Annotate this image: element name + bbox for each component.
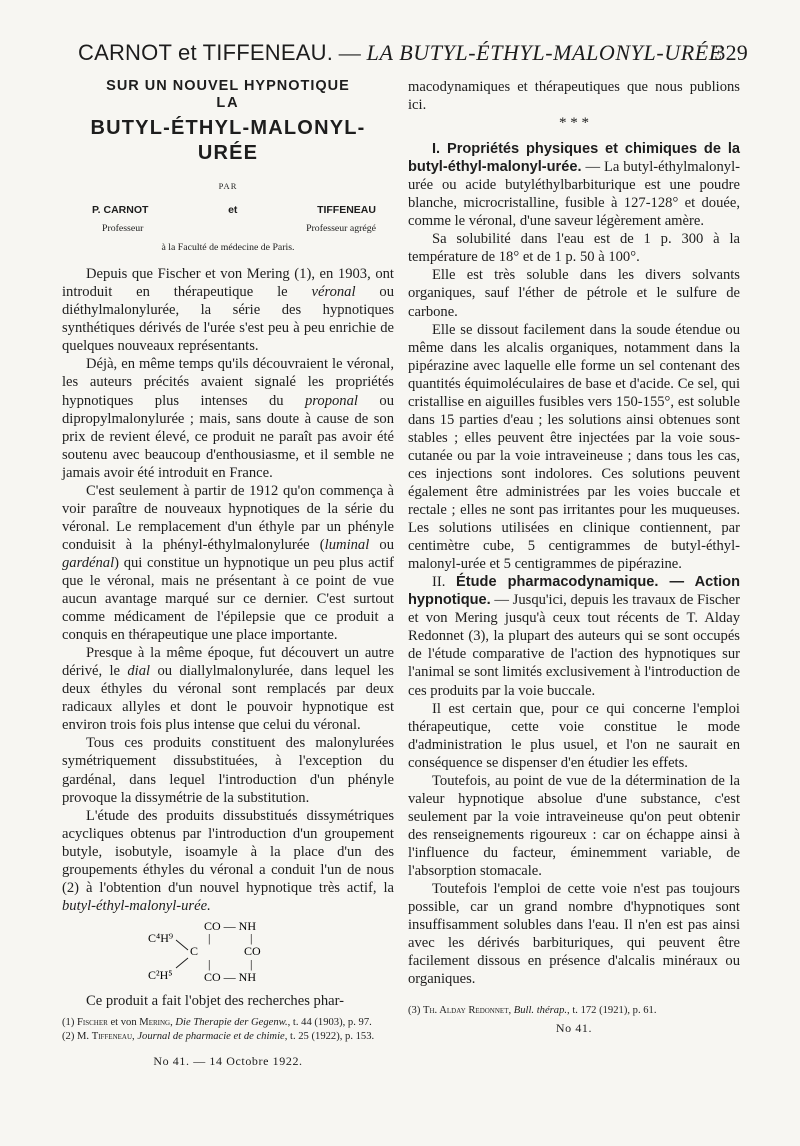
- text-run: Fischer: [77, 1016, 108, 1028]
- italic-term: dial: [127, 663, 151, 680]
- paragraph-recherches: Ce produit a fait l'objet des recherches phar-: [86, 992, 345, 1009]
- text-run: Tiffeneau: [91, 1030, 133, 1042]
- section-2-heading: Étude pharmacodynamique. — Action hypnotique.: [408, 574, 740, 609]
- footnote-2: [62, 1030, 394, 1044]
- article-title-line-3: BUTYL-ÉTHYL-MALONYL-: [90, 117, 366, 139]
- text-run: — La butyl-éthylmalonyl-urée ou acide butyléthylbarbiturique est une poudre blanche, microcristalline, fusible à 127-128° et douée, comme le véronal, d'une saveur légèrement amère.: [408, 159, 740, 230]
- running-head-title: LA BUTYL-ÉTHYL-MALONYL-URÉE: [366, 40, 723, 65]
- italic-term: butyl-éthyl-malonyl-urée.: [62, 897, 211, 914]
- paragraph-toutefois-1: Toutefois, au point de vue de la détermination de la valeur hypnotique absolue d'une substance, c'est seulement par la voie intraveineuse qu'on peut obtenir des renseignements rigoureux : car on échappe ainsi à l'influence du facteur, éminemment variable, de l'absorption stomacale.: [408, 772, 740, 879]
- chemical-formula: [142, 918, 342, 984]
- text-run: ,: [132, 1030, 138, 1042]
- author1-title: Professeur: [102, 223, 144, 235]
- formula-c4h9: C⁴H⁹: [148, 930, 174, 945]
- running-head-authors: CARNOT et TIFFENEAU.: [78, 40, 334, 65]
- text-run: Presque à la même époque, fut découvert un autre dérivé, le: [62, 645, 394, 680]
- text-run: ) qui constitue un hypnotique un peu plus actif que le véronal, mais ne présentant à ce point de vue aucun avantage marqué sur ce dernier. C'est surtout comme médicament de l'épilepsie que ce produit a conquis en thérapeutique une place importante.: [62, 554, 394, 644]
- italic-term: Die Therapie der Gegenw.: [175, 1016, 288, 1028]
- formula-co-middle: CO: [244, 943, 261, 958]
- text-run: ou diallylmalonylurée, dans lequel les deux éthyles du véronal sont remplacés par deux radicaux allyles et dont le pouvoir hypnotique est environ trois fois plus intense que celui du véronal.: [62, 663, 394, 734]
- text-run: ,: [170, 1016, 176, 1028]
- formula-bar-left-lower: |: [208, 956, 211, 971]
- page-number: 329: [714, 40, 748, 65]
- paragraph-solubilite: Sa solubilité dans l'eau est de 1 p. 300 à la température de 18° et de 1 p. 50 à 100°.: [408, 231, 740, 266]
- formula-c-center: C: [190, 943, 199, 958]
- footnote-1: [62, 1016, 394, 1030]
- paragraph-dial: [62, 644, 394, 734]
- author-conjunction: et: [228, 204, 238, 217]
- formula-bond-lower: [176, 958, 188, 968]
- italic-term: proponal: [304, 392, 358, 409]
- paragraph-intro: [62, 265, 394, 355]
- footnote-3: [408, 1004, 740, 1018]
- par-label: PAR: [218, 181, 238, 191]
- author-titles-row: [102, 220, 376, 238]
- text-run: C'est seulement à partir de 1912 qu'on commença à voir paraître de nouveaux hypnotiques de la série du véronal. Le remplacement d'un éthyle par un phényle conduisit à la phényl-éthylmalonylurée (: [62, 482, 394, 553]
- text-run: ou: [369, 536, 395, 553]
- formula-co-nh-top: CO — NH: [204, 918, 257, 933]
- formula-bar-right: |: [250, 930, 253, 945]
- italic-term: Bull. thérap.: [513, 1005, 568, 1017]
- text-run: Th. Alday Redonnet: [423, 1005, 509, 1017]
- formula-c2h5: C²H⁵: [148, 967, 173, 982]
- paragraph-section-1: [408, 140, 740, 230]
- italic-term: véronal: [311, 284, 356, 301]
- section-stars: * * *: [559, 115, 589, 132]
- paragraph-soude: Elle se dissout facilement dans la soude étendue ou même dans les alcalis organiques, notamment dans la pipérazine avec laquelle elle forme un sel contenant des quantités équimoléculaires de base et d'acide. Ce sel, qui cristallise en aiguilles fusibles vers 150-155°, est soluble dans 15 parties d'eau ; les solutions ainsi obtenues sont stables ; elles peuvent être injectées par la voie sous-cutanée ou par la voie intraveineuse ; dans tous les cas, ces injections sont indolores. Ces solutions peuvent également être administrées par les voies buccale et rectale ; elles ne sont pas irritantes pour les muqueuses. Les solutions utilisées en clinique contiennent, par centimètre cube, 5 centigrammes de butyl-éthyl-malonyl-urée et 5 centigrammes de pipérazine.: [408, 321, 740, 573]
- text-run: , t. 25 (1922), p. 153.: [284, 1030, 375, 1042]
- paragraph-luminal: [62, 482, 394, 644]
- issue-footer: No 41. — 14 Octobre 1922.: [153, 1053, 303, 1068]
- text-run: , t. 44 (1903), p. 97.: [287, 1016, 372, 1028]
- italic-term: gardénal: [62, 554, 115, 571]
- section-1-heading: I. Propriétés physiques et chimiques de la butyl-éthyl-malonyl-urée.: [408, 141, 740, 176]
- running-head: [78, 38, 748, 72]
- text-run: — Jusqu'ici, depuis les travaux de Fischer et von Mering jusqu'à ceux tout récents de T. Alday Redonnet (3), la plupart des auteurs qui se sont occupés de l'étude comparative de l'action des hypnotiques sur l'animal se sont limités exclusivement à l'introduction de ces produits par la voie buccale.: [408, 592, 740, 699]
- text-run: Depuis que Fischer et von Mering (1), en 1903, ont introduit en thérapeutique le: [62, 266, 394, 301]
- text-run: (3): [408, 1005, 424, 1017]
- paragraph-proponal: [62, 355, 394, 481]
- running-head-dash: —: [333, 40, 367, 65]
- article-title-line-1: SUR UN NOUVEL HYPNOTIQUE: [106, 78, 350, 94]
- italic-term: Journal de pharmacie et de chimie: [137, 1030, 285, 1042]
- article-title-line-4: URÉE: [197, 142, 259, 164]
- text-run: Déjà, en même temps qu'ils découvraient le véronal, les auteurs précités avaient signalé les propriétés hypnotiques plus intenses du: [62, 356, 394, 409]
- faculty-affiliation: à la Faculté de médecine de Paris.: [161, 242, 295, 254]
- italic-term: luminal: [324, 536, 370, 553]
- author-tiffeneau: TIFFENEAU: [317, 204, 376, 217]
- paragraph-certain: Il est certain que, pour ce qui concerne l'emploi thérapeutique, cette voie constitue le mode d'administration le plus usuel, et l'on ne saurait en conséquence se dispenser d'en étudier les effets.: [408, 700, 740, 771]
- paragraph-continuation: macodynamiques et thérapeutiques que nous publions ici.: [408, 79, 740, 114]
- left-column: [62, 78, 394, 1070]
- formula-bar-right-lower: |: [250, 956, 253, 971]
- footnotes-left: [62, 1016, 394, 1044]
- text-run: et von: [107, 1016, 140, 1028]
- paragraph-section-2: [408, 573, 740, 699]
- formula-bond-upper: [176, 940, 188, 950]
- text-run: Mering: [139, 1016, 171, 1028]
- text-run: ou dipropylmalonylurée ; mais, sans doute à cause de son prix de revient élevé, ce produit ne paraît pas avoir été soutenu avec beaucoup d'enthousiasme, et il semble ne jamais avoir été introduit en France.: [62, 392, 394, 481]
- text-run: ou diéthylmalonylurée, la série des hypnotiques synthétiques dérivés de l'urée s'est peu à peu enrichie de quelques nouveaux représentants.: [62, 284, 394, 355]
- paragraph-solvants: Elle est très soluble dans les divers solvants organiques, sauf l'éther de pétrole et le sulfure de carbone.: [408, 267, 740, 320]
- text-run: L'étude des produits dissubstitués dissymétriques acycliques obtenus par l'introduction d'un groupement butyle, isobutyle, isoamyle à la place d'un des groupements éthyles du véronal a conduit l'un de nous (2) à l'obtention d'un nouvel hypnotique très actif, la: [62, 807, 394, 896]
- text-run: II.: [432, 574, 457, 591]
- formula-co-nh-bottom: CO — NH: [204, 969, 257, 984]
- text-run: (2) M.: [62, 1030, 92, 1042]
- text-run: ,: [508, 1005, 514, 1017]
- paragraph-toutefois-2: Toutefois l'emploi de cette voie n'est pas toujours possible, car un grand nombre d'hypnotiques sont insuffisamment solubles dans l'eau. Il n'en est pas ainsi avec les dérivés barbituriques, qui peuvent être facilement dissous en présence d'alcalis minéraux ou organiques.: [408, 881, 740, 988]
- formula-bar-left: |: [208, 930, 211, 945]
- text-run: , t. 172 (1921), p. 61.: [567, 1005, 657, 1017]
- authors-row: [92, 201, 376, 219]
- article-title-line-2: LA: [216, 95, 240, 111]
- right-column: [408, 78, 740, 1037]
- author2-title: Professeur agrégé: [306, 223, 376, 235]
- author-carnot: P. CARNOT: [92, 204, 149, 217]
- issue-footer-right: No 41.: [555, 1021, 593, 1036]
- text-run: (1): [62, 1016, 78, 1028]
- paragraph-malonylurees: Tous ces produits constituent des malonylurées symétriquement dissubstituées, à l'exception du gardénal, dans lequel l'introduction d'un phényle provoque la dissymétrie de la substitution.: [62, 735, 394, 806]
- paragraph-dissubstitues: [62, 807, 394, 915]
